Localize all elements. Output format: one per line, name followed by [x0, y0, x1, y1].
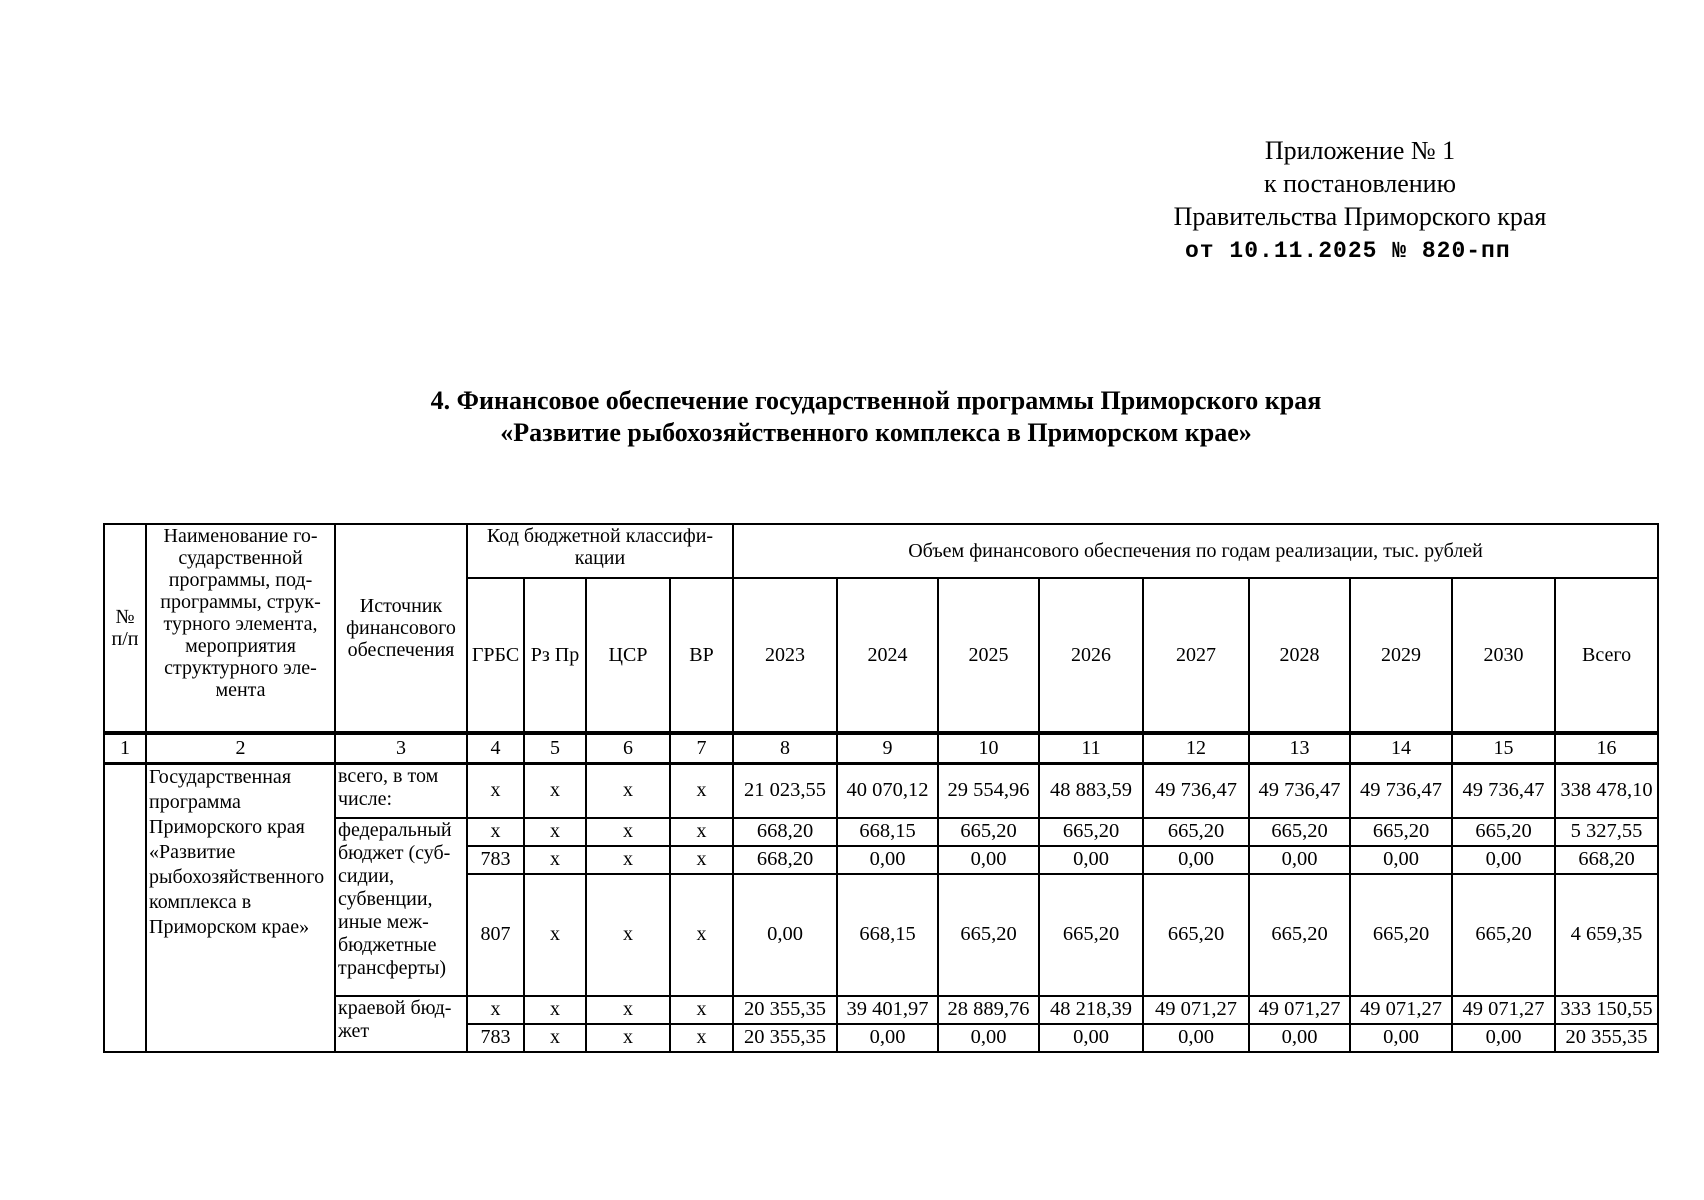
cell-value: 665,20: [1039, 818, 1143, 846]
cell-csr: x: [586, 874, 670, 996]
cell-value: 0,00: [1039, 1024, 1143, 1052]
cell-value: 48 883,59: [1039, 764, 1143, 818]
col-number: 2: [146, 733, 335, 764]
col-number: 10: [938, 733, 1039, 764]
header-year: 2026: [1039, 578, 1143, 733]
cell-value: 0,00: [837, 1024, 938, 1052]
cell-value: 21 023,55: [733, 764, 837, 818]
col-number: 15: [1452, 733, 1555, 764]
cell-value: 49 071,27: [1452, 996, 1555, 1024]
cell-value: 49 071,27: [1350, 996, 1452, 1024]
appendix-header: [1140, 134, 1580, 268]
cell-value: 48 218,39: [1039, 996, 1143, 1024]
appendix-line1: Приложение № 1: [1264, 136, 1456, 165]
decree-number: от 10.11.2025 № 820-пп: [1185, 238, 1511, 264]
title-line2: «Развитие рыбохозяйственного комплекса в Приморском крае»: [500, 418, 1252, 447]
header-kbk: Код бюджетной классифи-кации: [467, 524, 733, 578]
cell-value: 49 736,47: [1350, 764, 1452, 818]
col-number: 5: [524, 733, 586, 764]
cell-value: 665,20: [1452, 818, 1555, 846]
cell-value: 668,20: [1555, 846, 1658, 874]
cell-rzpr: x: [524, 846, 586, 874]
cell-value: 40 070,12: [837, 764, 938, 818]
col-number: 1: [104, 733, 146, 764]
cell-value: 28 889,76: [938, 996, 1039, 1024]
cell-value: 665,20: [1350, 874, 1452, 996]
cell-value: 49 736,47: [1452, 764, 1555, 818]
header-rzpr: Рз Пр: [524, 578, 586, 733]
col-number: 11: [1039, 733, 1143, 764]
col-number: 7: [670, 733, 733, 764]
cell-vr: x: [670, 996, 733, 1024]
program-name: Государственная программа Приморского края «Развитие рыбохозяйственного комплекса в Приморском крае»: [146, 764, 335, 1052]
cell-value: 0,00: [1452, 1024, 1555, 1052]
cell-value: 665,20: [938, 818, 1039, 846]
cell-value: 338 478,10: [1555, 764, 1658, 818]
cell-value: 665,20: [938, 874, 1039, 996]
col-number: 6: [586, 733, 670, 764]
cell-csr: x: [586, 818, 670, 846]
cell-csr: x: [586, 764, 670, 818]
cell-value: 4 659,35: [1555, 874, 1658, 996]
header-year: 2030: [1452, 578, 1555, 733]
col-number: 8: [733, 733, 837, 764]
cell-value: 49 736,47: [1249, 764, 1350, 818]
header-row-1: [104, 524, 1658, 578]
cell-grbs: 783: [467, 846, 524, 874]
row-number-cell: [104, 764, 146, 1052]
header-total: Всего: [1555, 578, 1658, 733]
source-regional: краевой бюд-жет: [335, 996, 467, 1052]
cell-value: 665,20: [1249, 818, 1350, 846]
cell-value: 39 401,97: [837, 996, 938, 1024]
cell-value: 20 355,35: [733, 1024, 837, 1052]
cell-value: 668,20: [733, 846, 837, 874]
cell-rzpr: x: [524, 874, 586, 996]
cell-csr: x: [586, 846, 670, 874]
cell-value: 0,00: [1039, 846, 1143, 874]
header-volume: Объем финансового обеспечения по годам реализации, тыс. рублей: [733, 524, 1658, 578]
cell-grbs: x: [467, 996, 524, 1024]
cell-rzpr: x: [524, 1024, 586, 1052]
source-total: всего, в том числе:: [335, 764, 467, 818]
cell-value: 665,20: [1143, 874, 1249, 996]
header-vr: ВР: [670, 578, 733, 733]
cell-value: 49 071,27: [1143, 996, 1249, 1024]
cell-value: 0,00: [1350, 846, 1452, 874]
cell-rzpr: x: [524, 996, 586, 1024]
table-row: [104, 818, 1658, 846]
section-title: [0, 385, 1704, 449]
cell-value: 0,00: [1143, 846, 1249, 874]
cell-value: 0,00: [1350, 1024, 1452, 1052]
cell-value: 0,00: [733, 874, 837, 996]
header-year: 2027: [1143, 578, 1249, 733]
col-number: 12: [1143, 733, 1249, 764]
cell-value: 668,15: [837, 818, 938, 846]
cell-csr: x: [586, 1024, 670, 1052]
header-year: 2029: [1350, 578, 1452, 733]
cell-value: 49 071,27: [1249, 996, 1350, 1024]
table-row: [104, 764, 1658, 818]
cell-value: 665,20: [1143, 818, 1249, 846]
appendix-line3: Правительства Приморского края: [1173, 202, 1547, 231]
source-federal: федеральный бюджет (суб-сидии, субвенции, иные меж-бюджетные трансферты): [335, 818, 467, 996]
cell-value: 665,20: [1350, 818, 1452, 846]
cell-value: 0,00: [1249, 846, 1350, 874]
header-year: 2023: [733, 578, 837, 733]
column-number-row: [104, 733, 1658, 764]
cell-value: 0,00: [837, 846, 938, 874]
cell-csr: x: [586, 996, 670, 1024]
cell-vr: x: [670, 874, 733, 996]
table-row: [104, 996, 1658, 1024]
header-name: Наименование го-сударственной программы, под-программы, струк-турного элемента, мероприятия структурного эле-мента: [146, 524, 335, 733]
cell-value: 29 554,96: [938, 764, 1039, 818]
cell-grbs: 807: [467, 874, 524, 996]
appendix-line2: к постановлению: [1263, 169, 1457, 198]
cell-value: 0,00: [938, 1024, 1039, 1052]
header-year: 2024: [837, 578, 938, 733]
cell-vr: x: [670, 846, 733, 874]
cell-vr: x: [670, 764, 733, 818]
cell-value: 5 327,55: [1555, 818, 1658, 846]
header-year: 2025: [938, 578, 1039, 733]
header-source: Источник финансового обеспечения: [335, 524, 467, 733]
title-line1: 4. Финансовое обеспечение государственной программы Приморского края: [430, 386, 1322, 415]
col-number: 13: [1249, 733, 1350, 764]
header-csr: ЦСР: [586, 578, 670, 733]
col-number: 3: [335, 733, 467, 764]
cell-value: 333 150,55: [1555, 996, 1658, 1024]
financing-table: [103, 523, 1659, 1053]
header-grbs: ГРБС: [467, 578, 524, 733]
cell-value: 20 355,35: [733, 996, 837, 1024]
cell-value: 49 736,47: [1143, 764, 1249, 818]
cell-value: 668,20: [733, 818, 837, 846]
header-num: № п/п: [104, 524, 146, 733]
col-number: 4: [467, 733, 524, 764]
cell-grbs: x: [467, 818, 524, 846]
cell-value: 20 355,35: [1555, 1024, 1658, 1052]
cell-rzpr: x: [524, 764, 586, 818]
cell-value: 668,15: [837, 874, 938, 996]
cell-value: 0,00: [1143, 1024, 1249, 1052]
cell-vr: x: [670, 818, 733, 846]
col-number: 14: [1350, 733, 1452, 764]
cell-value: 665,20: [1452, 874, 1555, 996]
cell-value: 0,00: [938, 846, 1039, 874]
col-number: 16: [1555, 733, 1658, 764]
cell-grbs: x: [467, 764, 524, 818]
cell-value: 0,00: [1249, 1024, 1350, 1052]
cell-value: 665,20: [1249, 874, 1350, 996]
cell-vr: x: [670, 1024, 733, 1052]
cell-value: 665,20: [1039, 874, 1143, 996]
header-year: 2028: [1249, 578, 1350, 733]
cell-value: 0,00: [1452, 846, 1555, 874]
cell-rzpr: x: [524, 818, 586, 846]
cell-grbs: 783: [467, 1024, 524, 1052]
col-number: 9: [837, 733, 938, 764]
